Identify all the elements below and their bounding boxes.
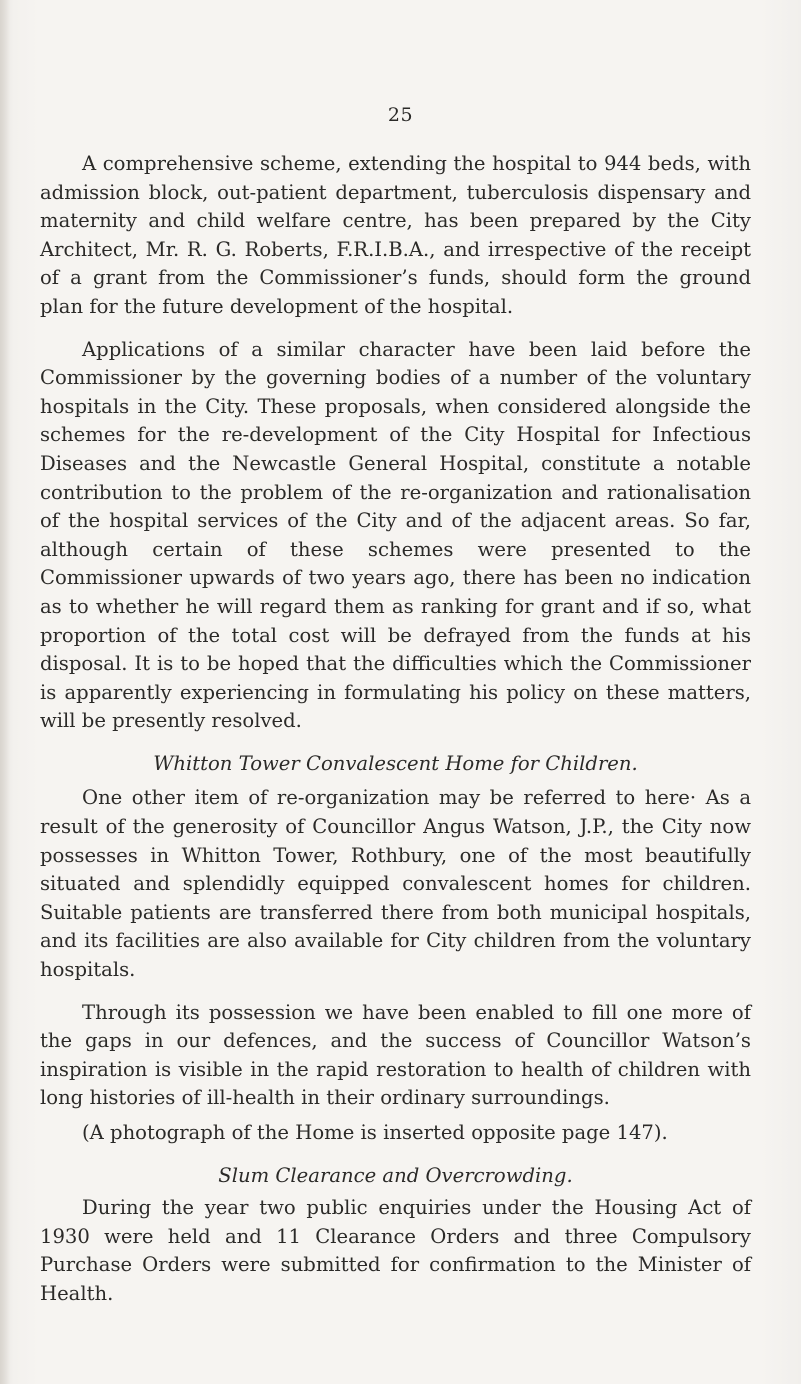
heading-slum-clearance: Slum Clearance and Overcrowding. bbox=[218, 1163, 573, 1187]
page-edge-shadow bbox=[0, 0, 10, 1384]
paragraph-hospital-scheme: A comprehensive scheme, extending the hospital to 944 beds, with admission block, out-patient department, tuberculosis dispensary and maternity and child welfare centre, has been prepared by the City Architect, Mr. R. G. Roberts, F.R.I.B.A., and irrespective of the receipt of a grant from the Commissioner’s funds, should form the ground plan for the future development of the hospital. bbox=[40, 152, 751, 318]
paragraph-gaps-in-defences: Through its possession we have been enabled to fill one more of the gaps in our defences, and the success of Councillor Watson’s inspiration is visible in the rapid restoration to health of children with long histories of ill-health in their ordinary surroundings. bbox=[40, 1000, 751, 1110]
paragraph-voluntary-hospitals: Applications of a similar character have been laid before the Commissioner by the governing bodies of a number of the voluntary hospitals in the City. These proposals, when considered alongside the schemes for the re-development of the City Hospital for Infectious Diseases and the Newcastle General Hospital, constitute a notable contribution to the problem of the re-organization and rationalisation of the hospital services of the City and of the adjacent areas. So far, although certain of these schemes were presented to the Commissioner upwards of two years ago, there has been no indication as to whether he will regard them as ranking for grant and if so, what proportion of the total cost will be defrayed from the funds at his disposal. It is to be hoped that the difficulties which the Commissioner is apparently experiencing in formulating his policy on these matters, will be presently resolved. bbox=[40, 337, 751, 733]
paragraph-whitton-tower: One other item of re-organization may be referred to here· As a result of the generosity of Councillor Angus Watson, J.P., the City now possesses in Whitton Tower, Rothbury, one of the most beautifully situated and splendidly equipped convalescent homes for children. Suitable patients are transferred there from both municipal hospitals, and its facilities are also available for City children from the voluntary hospitals. bbox=[40, 786, 751, 982]
page-number: 25 bbox=[387, 104, 414, 126]
heading-whitton-tower: Whitton Tower Convalescent Home for Children. bbox=[153, 751, 638, 775]
paragraph-housing-act: During the year two public enquiries under the Housing Act of 1930 were held and 11 Clearance Orders and three Compulsory Purchase Orders were submitted for confirmation to the Minister of Health. bbox=[40, 1196, 751, 1305]
paragraph-photograph-note: (A photograph of the Home is inserted opposite page 147). bbox=[82, 1121, 668, 1144]
document-body bbox=[40, 150, 751, 1309]
